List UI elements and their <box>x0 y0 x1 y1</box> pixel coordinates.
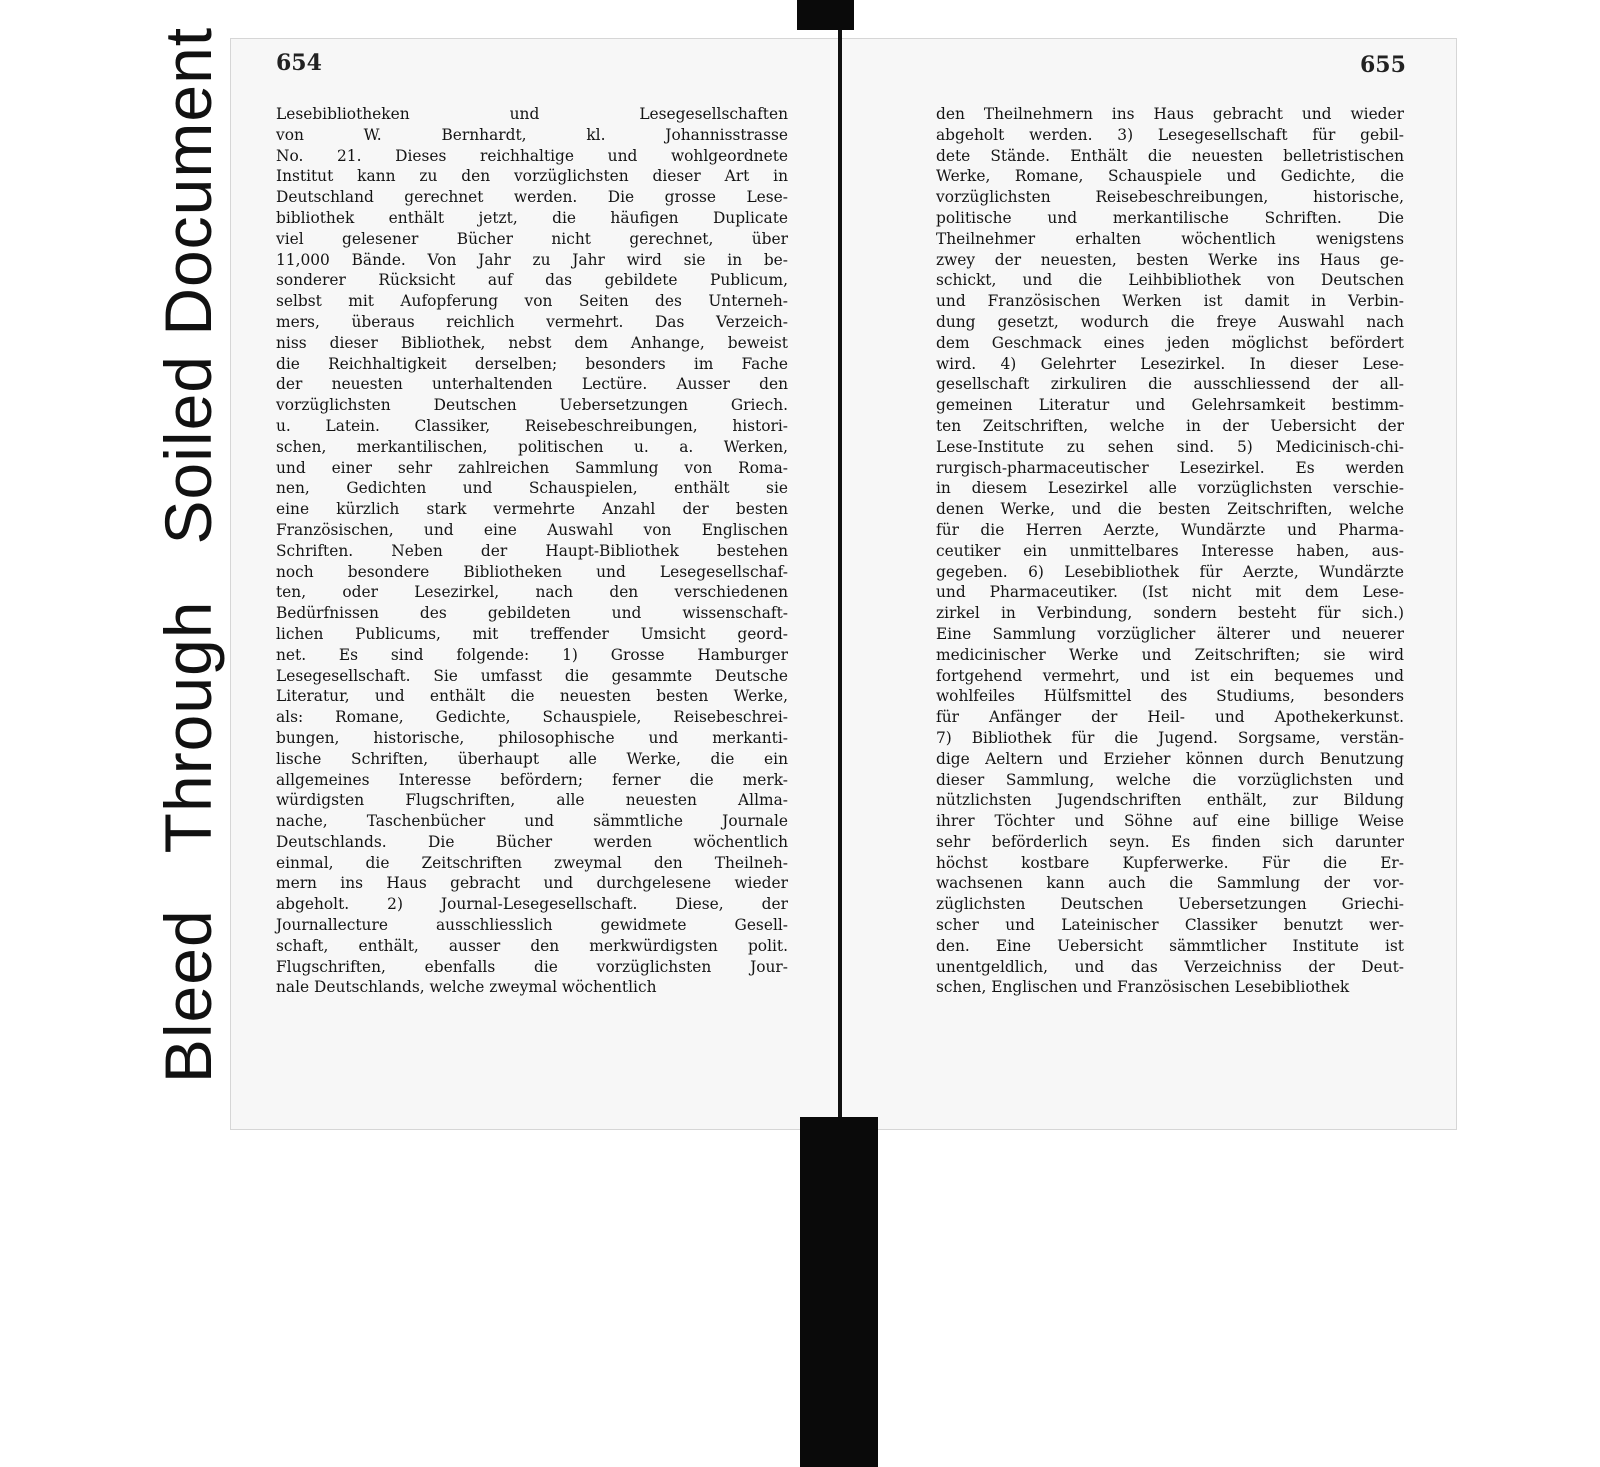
text-line: für die Herren Aerzte, Wundärzte und Pharma- <box>936 520 1404 539</box>
text-line: gemeinen Literatur und Gelehrsamkeit bestimm- <box>936 396 1404 415</box>
text-line: schen, merkantilischen, politischen u. a. Werken, <box>276 437 788 456</box>
text-line: der neuesten unterhaltenden Lectüre. Ausser den <box>276 375 788 394</box>
text-line: wird. 4) Gelehrter Lesezirkel. In dieser Lese- <box>936 354 1404 373</box>
text-line: würdigsten Flugschriften, alle neuesten Allma- <box>276 791 788 810</box>
text-line: sonderer Rücksicht auf das gebildete Publicum, <box>276 271 788 290</box>
text-line: Journallecture ausschliesslich gewidmete Gesell- <box>276 916 788 935</box>
text-line: nache, Taschenbücher und sämmtliche Journale <box>276 812 788 831</box>
text-line: wohlfeiles Hülfsmittel des Studiums, besonders <box>936 687 1404 706</box>
left-page-number: 654 <box>276 50 322 76</box>
text-line: Flugschriften, ebenfalls die vorzüglichsten Jour- <box>276 957 788 976</box>
text-line: politische und merkantilische Schriften. Die <box>936 208 1404 227</box>
top-binding-bar <box>797 0 854 30</box>
text-line: gegeben. 6) Lesebibliothek für Aerzte, Wundärzte <box>936 562 1404 581</box>
text-line: 7) Bibliothek für die Jugend. Sorgsame, verstän- <box>936 728 1404 747</box>
text-line: Theilnehmer erhalten wöchentlich wenigstens <box>936 229 1404 248</box>
bottom-binding-bar <box>800 1117 878 1467</box>
text-line: mers, überaus reichlich vermehrt. Das Verzeich- <box>276 312 788 331</box>
text-line: züglichsten Deutschen Uebersetzungen Griechi- <box>936 895 1404 914</box>
stamp-word: Bleed <box>151 909 225 1084</box>
text-line: No. 21. Dieses reichhaltige und wohlgeordnete <box>276 146 788 165</box>
text-line: Lese-Institute zu sehen sind. 5) Medicinisch-chi- <box>936 437 1404 456</box>
text-line: Lesebibliotheken und Lesegesellschaften <box>276 105 788 123</box>
left-page-text <box>276 104 788 998</box>
text-line: nen, Gedichten und Schauspielen, enthält sie <box>276 479 788 498</box>
stamp-word: Soiled Document <box>151 26 225 545</box>
text-line: u. Latein. Classiker, Reisebeschreibungen, histori- <box>276 416 788 435</box>
text-line: und Französischen Werken ist damit in Verbin- <box>936 292 1404 311</box>
text-line: höchst kostbare Kupferwerke. Für die Er- <box>936 853 1404 872</box>
text-line: Schriften. Neben der Haupt-Bibliothek bestehen <box>276 541 788 560</box>
text-line: viel gelesener Bücher nicht gerechnet, über <box>276 229 788 248</box>
text-line: Institut kann zu den vorzüglichsten dieser Art in <box>276 167 788 186</box>
text-line: und Pharmaceutiker. (Ist nicht mit dem Lese- <box>936 583 1404 602</box>
text-line: in diesem Lesezirkel alle vorzüglichsten verschie- <box>936 479 1404 498</box>
text-line: mern ins Haus gebracht und durchgelesene wieder <box>276 874 788 893</box>
text-line: einmal, die Zeitschriften zweymal den Theilneh- <box>276 853 788 872</box>
text-line: bungen, historische, philosophische und merkanti- <box>276 728 788 747</box>
text-line: medicinischer Werke und Zeitschriften; sie wird <box>936 645 1404 664</box>
text-line: niss dieser Bibliothek, nebst dem Anhange, beweist <box>276 333 788 352</box>
text-line: gesellschaft zirkuliren die ausschliessend der all- <box>936 375 1404 394</box>
text-line: noch besondere Bibliotheken und Lesegesellschaf- <box>276 562 788 581</box>
text-line: Lesegesellschaft. Sie umfasst die gesammte Deutsche <box>276 666 788 685</box>
text-line: schaft, enthält, ausser den merkwürdigsten polit. <box>276 936 788 955</box>
stamp-label <box>150 27 226 1083</box>
text-line: allgemeines Interesse befördern; ferner die merk- <box>276 770 788 789</box>
text-line: zirkel in Verbindung, sondern besteht für sich.) <box>936 604 1404 623</box>
text-line: Deutschland gerechnet werden. Die grosse Lese- <box>276 188 788 207</box>
text-line: schickt, und die Leihbibliothek von Deutschen <box>936 271 1404 290</box>
text-line: Eine Sammlung vorzüglicher älterer und neuerer <box>936 624 1404 643</box>
text-line: nale Deutschlands, welche zweymal wöchentlich <box>276 978 657 997</box>
text-line: abgeholt. 2) Journal-Lesegesellschaft. Diese, der <box>276 895 788 914</box>
text-line: lische Schriften, überhaupt alle Werke, die ein <box>276 749 788 768</box>
text-line: ten Zeitschriften, welche in der Uebersicht der <box>936 416 1404 435</box>
text-line: für Anfänger der Heil- und Apothekerkunst. <box>936 708 1404 727</box>
text-line: eine kürzlich stark vermehrte Anzahl der besten <box>276 500 788 519</box>
text-line: nützlichsten Jugendschriften enthält, zur Bildung <box>936 791 1404 810</box>
text-line: den. Eine Uebersicht sämmtlicher Institute ist <box>936 936 1404 955</box>
text-line: denen Werke, und die besten Zeitschriften, welche <box>936 500 1404 519</box>
text-line: vorzüglichsten Reisebeschreibungen, historische, <box>936 188 1404 207</box>
text-line: rurgisch-pharmaceutischer Lesezirkel. Es werden <box>936 458 1404 477</box>
book-gutter-line <box>838 30 842 1120</box>
text-line: Deutschlands. Die Bücher werden wöchentlich <box>276 832 788 851</box>
text-line: 11,000 Bände. Von Jahr zu Jahr wird sie in be- <box>276 250 788 269</box>
text-line: Bedürfnissen des gebildeten und wissenschaft- <box>276 604 788 623</box>
text-line: ten, oder Lesezirkel, nach den verschiedenen <box>276 583 788 602</box>
text-line: abgeholt werden. 3) Lesegesellschaft für gebil- <box>936 125 1404 144</box>
text-line: dige Aeltern und Erzieher können durch Benutzung <box>936 749 1404 768</box>
text-line: fortgehend vermehrt, und ist ein bequemes und <box>936 666 1404 685</box>
text-line: wachsenen kann auch die Sammlung der vor- <box>936 874 1404 893</box>
text-line: dieser Sammlung, welche die vorzüglichsten und <box>936 770 1404 789</box>
text-line: Werke, Romane, Schauspiele und Gedichte, die <box>936 167 1404 186</box>
text-line: dete Stände. Enthält die neuesten belletristischen <box>936 146 1404 165</box>
text-line: unentgeldlich, und das Verzeichniss der Deut- <box>936 957 1404 976</box>
text-line: lichen Publicums, mit treffender Umsicht geord- <box>276 624 788 643</box>
text-line: dem Geschmack eines jeden möglichst befördert <box>936 333 1404 352</box>
text-line: sehr beförderlich seyn. Es finden sich darunter <box>936 832 1404 851</box>
text-line: scher und Lateinischer Classiker benutzt wer- <box>936 916 1404 935</box>
text-line: zwey der neuesten, besten Werke ins Haus ge- <box>936 250 1404 269</box>
text-line: Französischen, und eine Auswahl von Englischen <box>276 520 788 539</box>
right-page-number: 655 <box>1360 52 1406 78</box>
text-line: von W. Bernhardt, kl. Johannisstrasse <box>276 125 788 144</box>
text-line: und einer sehr zahlreichen Sammlung von Roma- <box>276 458 788 477</box>
text-line: dung gesetzt, wodurch die freye Auswahl nach <box>936 312 1404 331</box>
text-line: bibliothek enthält jetzt, die häufigen Duplicate <box>276 208 788 227</box>
text-line: ihrer Töchter und Söhne auf eine billige Weise <box>936 812 1404 831</box>
right-page-text <box>936 104 1404 998</box>
text-line: Literatur, und enthält die neuesten besten Werke, <box>276 687 788 706</box>
stamp-word: Through <box>151 600 225 854</box>
text-line: net. Es sind folgende: 1) Grosse Hamburger <box>276 645 788 664</box>
text-line: vorzüglichsten Deutschen Uebersetzungen Griech. <box>276 396 788 415</box>
text-line: den Theilnehmern ins Haus gebracht und wieder <box>936 105 1404 123</box>
text-line: als: Romane, Gedichte, Schauspiele, Reisebeschrei- <box>276 708 788 727</box>
text-line: selbst mit Aufopferung von Seiten des Unterneh- <box>276 292 788 311</box>
text-line: ceutiker ein unmittelbares Interesse haben, aus- <box>936 541 1404 560</box>
text-line: die Reichhaltigkeit derselben; besonders im Fache <box>276 354 788 373</box>
text-line: schen, Englischen und Französischen Lesebibliothek <box>936 978 1350 997</box>
